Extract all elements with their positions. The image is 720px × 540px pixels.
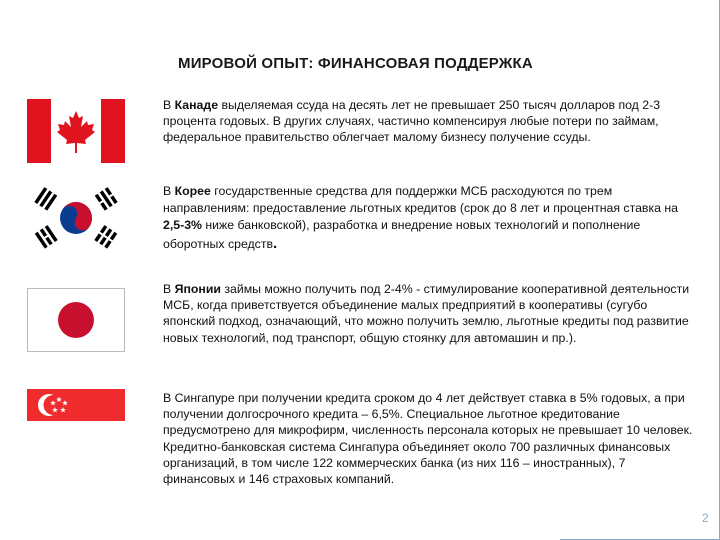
canada-country-name: Канаде xyxy=(174,98,219,112)
canada-text: выделяемая ссуда на десять лет не превышает 250 тысяч долларов под 2-3 процента годовых. В других случаях, частично компенсируя любые потери по займам, федеральное правительство облегчает малому бизнесу получение ссуды. xyxy=(163,98,661,145)
page-title: МИРОВОЙ ОПЫТ: ФИНАНСОВАЯ ПОДДЕРЖКА xyxy=(178,55,533,72)
singapore-paragraph: В Сингапуре при получении кредита сроком до 4 лет действует ставка в 5% годовых, а при получении долгосрочного кредита – 6,5%. Специальное льготное кредитование предусмотрено для микрофирм, численность персонала которых не превышает 10 человек. Кредитно-банковская система Сингапура объединяет около 700 различных финансовых организаций, в том числе 122 коммерческих банка (из них 116 – иностранных), 7 финансовых и 146 страховых компаний. xyxy=(163,391,693,487)
korea-paragraph xyxy=(163,183,693,253)
page-number: 2 xyxy=(702,511,709,525)
japan-prefix: В xyxy=(163,282,175,296)
japan-country-name: Японии xyxy=(174,282,221,296)
canada-paragraph xyxy=(163,97,693,146)
korea-country-name: Корее xyxy=(174,184,211,198)
korea-text-2: ниже банковской), разработка и внедрение новых технологий и пополнение оборотных средств xyxy=(163,218,641,251)
canada-flag-icon xyxy=(27,99,125,163)
japan-paragraph xyxy=(163,281,693,346)
korea-text-end: . xyxy=(273,234,278,252)
south-korea-flag-icon xyxy=(27,184,125,252)
korea-prefix: В xyxy=(163,184,175,198)
canada-prefix: В xyxy=(163,98,175,112)
korea-rate-highlight: 2,5-3% xyxy=(163,218,202,233)
singapore-flag-icon xyxy=(27,389,125,453)
japan-flag-icon xyxy=(27,288,125,352)
japan-text: займы можно получить под 2-4% - стимулирование кооперативной деятельности МСБ, когда приветствуется объединение малых предприятий в кооперативы (сугубо японский подход, означающий, что можно получить землю, льготные кредиты под развитие новых технологий, под транспорт, общую стоянку для автомашин и пр.). xyxy=(163,282,690,345)
korea-text-1: государственные средства для поддержки МСБ расходуются по трем направлениям: предоставление льготных кредитов (срок до 8 лет и процентная ставка на xyxy=(163,184,678,216)
